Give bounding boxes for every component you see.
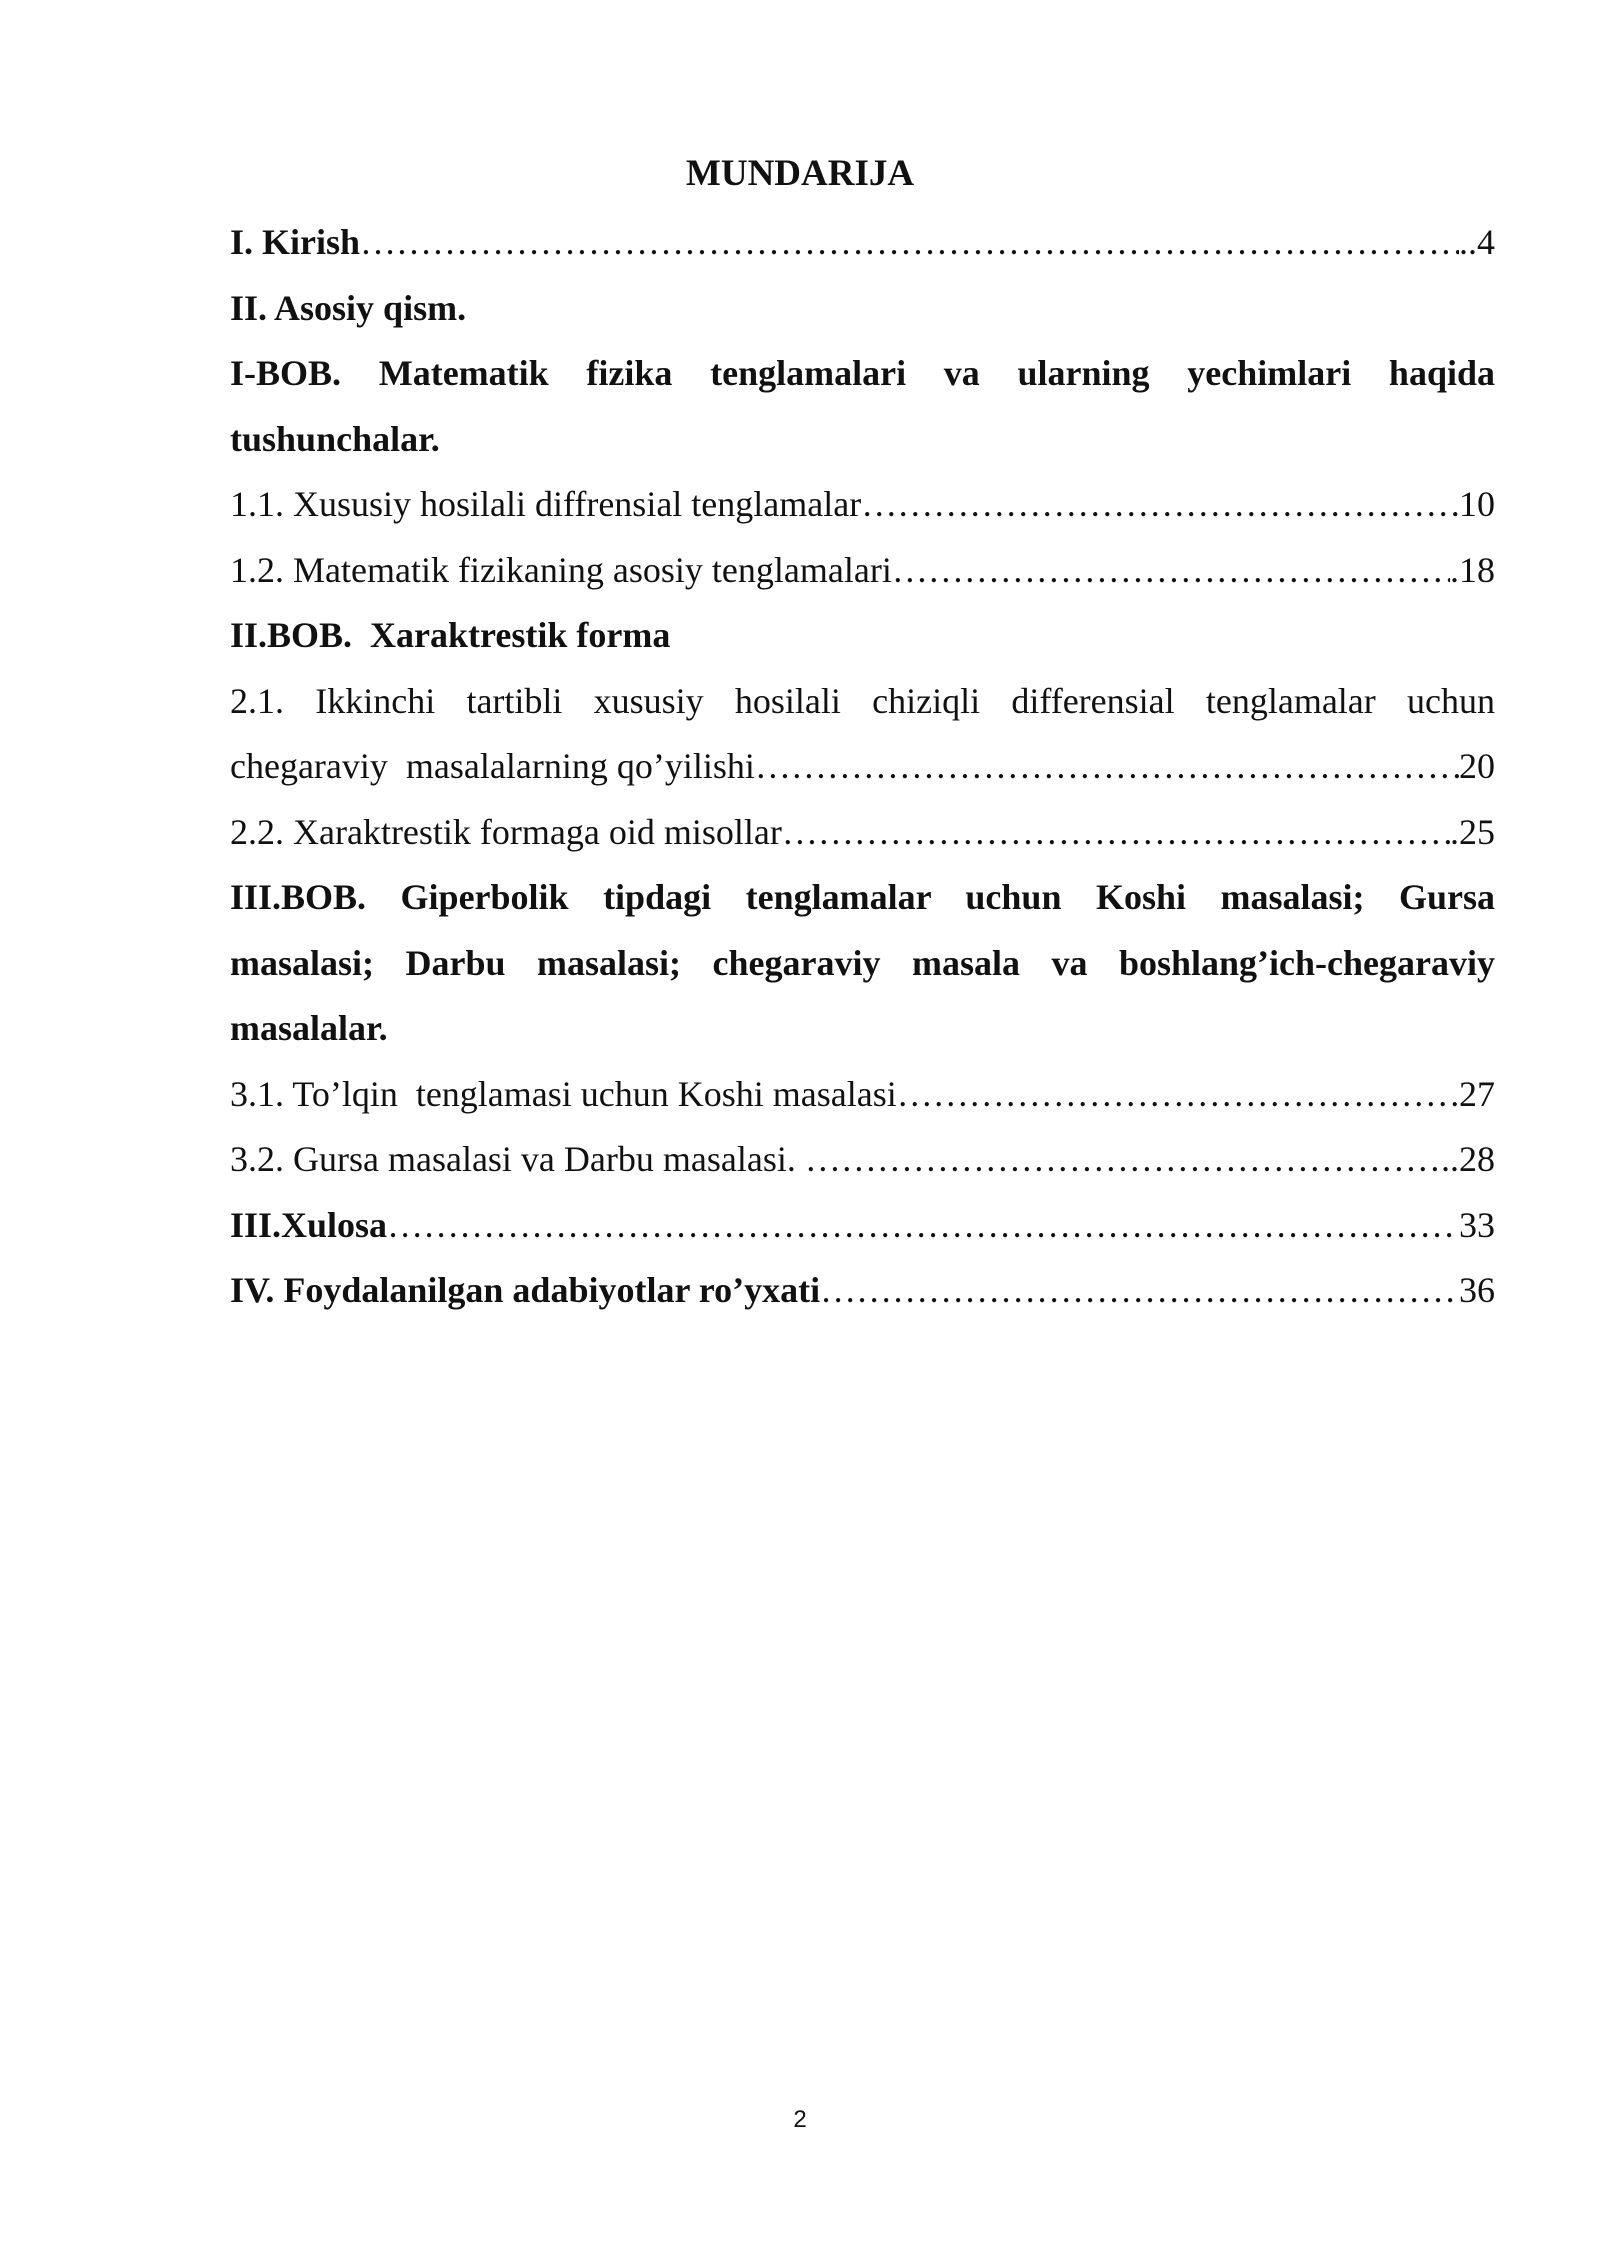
toc-entry-adabiyotlar [230, 1258, 1495, 1324]
dot-leader [782, 800, 1450, 866]
toc-entry-text: II. Asosiy qism. [230, 287, 467, 328]
dot-leader [387, 1193, 1459, 1259]
toc-title: MUNDARIJA [685, 153, 915, 194]
table-of-contents [230, 210, 1495, 1324]
toc-page-number: .18 [1450, 549, 1495, 590]
dot-leader [805, 1127, 1441, 1193]
toc-entry-xulosa [230, 1193, 1495, 1259]
toc-entry-bob1-line1: I-BOB. Matematik fizika tenglamalari va ularning yechimlari haqida [230, 353, 1495, 393]
toc-entry-text: masalalar. [230, 1008, 388, 1048]
toc-entry-text: 3.1. To’lqin tenglamasi uchun Koshi masalasi [230, 1073, 897, 1114]
toc-page-number: 20 [1459, 746, 1495, 786]
toc-page-number: .25 [1450, 811, 1495, 852]
toc-entry-3-2 [230, 1127, 1495, 1193]
dot-leader [892, 538, 1450, 604]
toc-entry-1-2 [230, 538, 1495, 604]
toc-entry-text: III.Xulosa [230, 1204, 388, 1245]
dot-leader [861, 472, 1459, 538]
toc-entry-bob2 [230, 603, 1495, 669]
toc-entry-2-1-line1: 2.1. Ikkinchi tartibli xususiy hosilali chiziqli differensial tenglamalar uchun [230, 680, 1495, 721]
toc-entry-bob3-line1: III.BOB. Giperbolik tipdagi tenglamalar uchun Koshi masalasi; Gursa [230, 877, 1495, 917]
toc-entry-1-1 [230, 472, 1495, 538]
dot-leader [820, 1258, 1459, 1324]
toc-page-number: 27 [1459, 1073, 1495, 1114]
toc-page-number: 33 [1459, 1204, 1495, 1245]
toc-entry-text: 2.2. Xaraktrestik formaga oid misollar [230, 811, 782, 852]
toc-entry-text: 1.2. Matematik fizikaning asosiy tenglamalari [230, 549, 892, 590]
toc-entry-3-1 [230, 1062, 1495, 1128]
toc-page-number: ..28 [1441, 1139, 1495, 1179]
page-number: 2 [793, 2106, 807, 2133]
toc-entry-2-1-line2 [230, 734, 1495, 800]
toc-page-number: ..4 [1459, 222, 1495, 262]
toc-entry-text: tushunchalar. [230, 418, 440, 459]
toc-entry-kirish [230, 210, 1495, 276]
toc-entry-bob3-line3 [230, 996, 1495, 1062]
toc-entry-text: chegaraviy masalalarning qo’yilishi [230, 746, 755, 786]
toc-entry-text: IV. Foydalanilgan adabiyotlar ro’yxati [230, 1270, 821, 1310]
dot-leader [897, 1062, 1459, 1128]
toc-entry-text: 3.2. Gursa masalasi va Darbu masalasi. [230, 1139, 805, 1179]
dot-leader [360, 210, 1459, 276]
toc-entry-bob1-line2 [230, 407, 1495, 473]
toc-entry-text: II.BOB. Xaraktrestik forma [230, 615, 671, 655]
toc-page-number: 10 [1459, 484, 1495, 524]
toc-entry-text: I. Kirish [230, 222, 361, 262]
dot-leader [755, 734, 1459, 800]
toc-entry-asosiy [230, 276, 1495, 342]
toc-entry-text: 1.1. Xususiy hosilali diffrensial tenglamalar [230, 484, 862, 524]
toc-entry-bob3-line2: masalasi; Darbu masalasi; chegaraviy masala va boshlang’ich-chegaraviy [230, 942, 1495, 983]
toc-page-number: 36 [1459, 1270, 1495, 1310]
toc-entry-2-2 [230, 800, 1495, 866]
